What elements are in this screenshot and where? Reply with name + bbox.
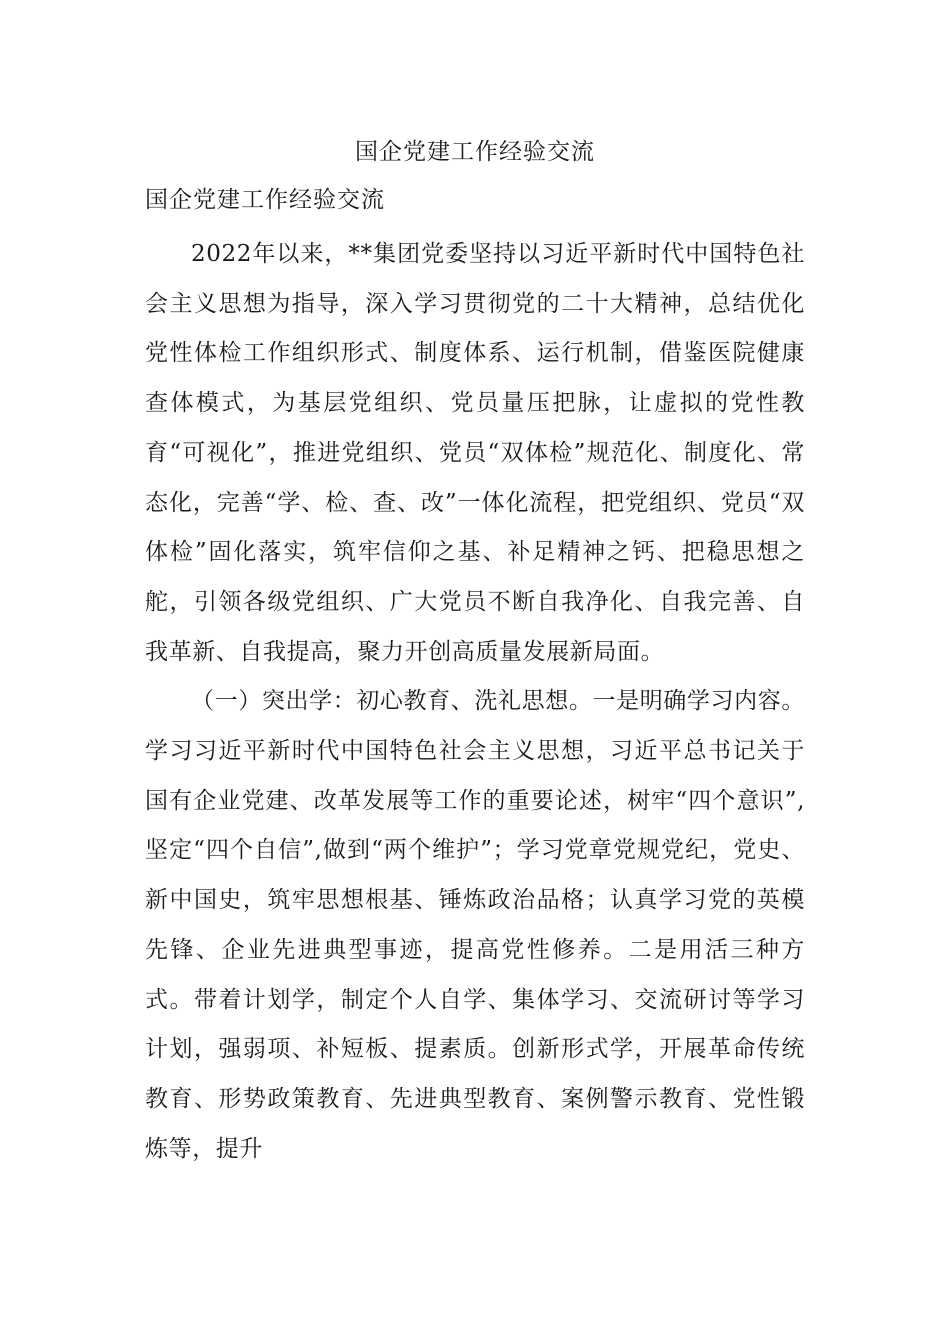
paragraph-intro: 2022年以来，**集团党委坚持以习近平新时代中国特色社会主义思想为指导，深入学习贯彻党的二十大精神，总结优化党性体检工作组织形式、制度体系、运行机制，借鉴医院健康查体模式，为基层党组织、党员量压把脉，让虚拟的党性教育“可视化”，推进党组织、党员“双体检”规范化、制度化、常态化，完善“学、检、查、改”一体化流程，把党组织、党员“双体检”固化落实，筑牢信仰之基、补足精神之钙、把稳思想之舵，引领各级党组织、广大党员不断自我净化、自我完善、自我革新、自我提高，聚力开创高质量发展新局面。 [145,241,805,665]
document-subtitle: 国企党建工作经验交流 [145,187,385,213]
document-body [145,230,805,1174]
document-title: 国企党建工作经验交流 [355,139,595,165]
paragraph-section-one: （一）突出学：初心教育、洗礼思想。一是明确学习内容。学习习近平新时代中国特色社会主义思想，习近平总书记关于国有企业党建、改革发展等工作的重要论述，树牢“四个意识”,坚定“四个自信”,做到“两个维护”；学习党章党规党纪，党史、新中国史，筑牢思想根基、锤炼政治品格；认真学习党的英模先锋、企业先进典型事迹，提高党性修养。二是用活三种方式。带着计划学，制定个人自学、集体学习、交流研讨等学习计划，强弱项、补短板、提素质。创新形式学，开展革命传统教育、形势政策教育、先进典型教育、案例警示教育、党性锻炼等，提升 [145,688,805,1162]
